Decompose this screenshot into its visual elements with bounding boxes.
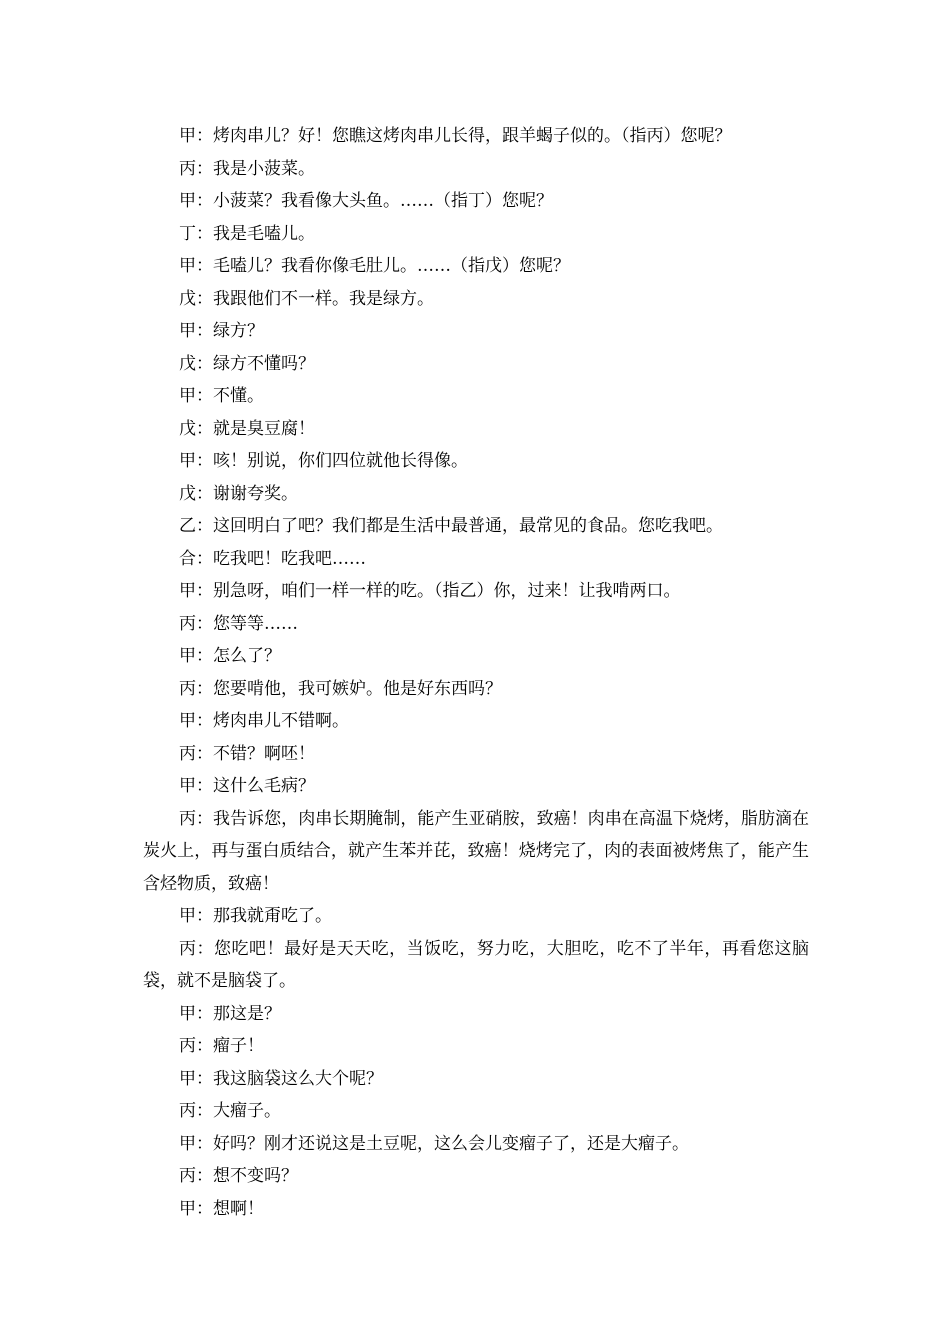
dialogue-line: 甲：这什么毛病？ (179, 776, 315, 796)
dialogue-line: 甲：怎么了？ (179, 646, 281, 666)
dialogue-line: 甲：好吗？刚才还说这是土豆呢，这么会儿变瘤子了，还是大瘤子。 (179, 1133, 689, 1154)
dialogue-line: 甲：毛嗑儿？我看你像毛肚儿。……（指戊）您呢？ (179, 256, 570, 276)
dialogue-line: 丁：我是毛嗑儿。 (179, 223, 315, 244)
dialogue-line: 丙：想不变吗？ (179, 1166, 298, 1186)
dialogue-line: 丙：瘤子！ (179, 1036, 264, 1056)
dialogue-line: 丙：我是小菠菜。 (179, 158, 315, 179)
dialogue-line: 丙：您等等…… (179, 613, 298, 634)
dialogue-line: 戊：我跟他们不一样。我是绿方。 (179, 288, 434, 309)
dialogue-line: 戊：就是臭豆腐！ (179, 418, 315, 439)
dialogue-line: 甲：咳！别说，你们四位就他长得像。 (179, 451, 468, 471)
dialogue-line: 甲：烤肉串儿？好！您瞧这烤肉串儿长得，跟羊蝎子似的。（指丙）您呢？ (179, 126, 732, 146)
dialogue-line: 甲：绿方？ (179, 321, 264, 341)
dialogue-line: 丙：您吃吧！最好是天天吃，当饭吃，努力吃，大胆吃，吃不了半年，再看您这脑袋，就不是脑袋了。 (143, 938, 809, 991)
dialogue-line: 甲：那这是？ (179, 1003, 281, 1024)
dialogue-line: 丙：我告诉您，肉串长期腌制，能产生亚硝胺，致癌！肉串在高温下烧烤，脂肪滴在炭火上，再与蛋白质结合，就产生苯并芘，致癌！烧烤完了，肉的表面被烤焦了，能产生含烃物质，致癌！ (143, 808, 809, 894)
dialogue-line: 合：吃我吧！吃我吧…… (179, 548, 366, 569)
dialogue-line: 甲：想啊！ (179, 1198, 264, 1219)
dialogue-line: 丙：大瘤子。 (179, 1101, 281, 1121)
dialogue-line: 乙：这回明白了吧？我们都是生活中最普通，最常见的食品。您吃我吧。 (179, 516, 723, 536)
dialogue-line: 戊：谢谢夸奖。 (179, 483, 298, 504)
dialogue-line: 戊：绿方不懂吗？ (179, 353, 315, 374)
dialogue-line: 丙：您要啃他，我可嫉妒。他是好东西吗？ (179, 678, 502, 699)
dialogue-line: 甲：那我就甭吃了。 (179, 906, 332, 926)
dialogue-line: 丙：不错？啊呸！ (179, 743, 315, 764)
dialogue-line: 甲：别急呀，咱们一样一样的吃。（指乙）你，过来！让我啃两口。 (179, 581, 681, 601)
dialogue-text (143, 120, 809, 1225)
dialogue-line: 甲：不懂。 (179, 386, 264, 406)
dialogue-line: 甲：小菠菜？我看像大头鱼。……（指丁）您呢？ (179, 191, 553, 211)
dialogue-line: 甲：烤肉串儿不错啊。 (179, 711, 349, 731)
dialogue-line: 甲：我这脑袋这么大个呢？ (179, 1068, 383, 1089)
